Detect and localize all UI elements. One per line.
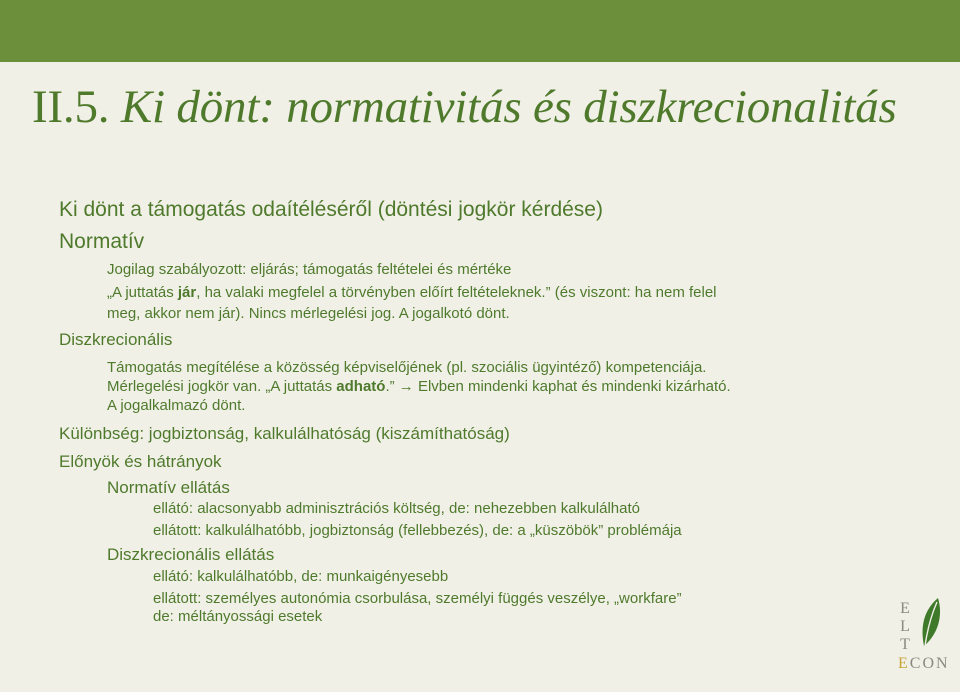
kulonbseg-line: Különbség: jogbiztonság, kalkulálhatóság (kiszámíthatóság)	[59, 424, 510, 443]
diszkr-ellatas-item-2: ellátott: személyes autonómia csorbulása, személyi függés veszélye, „workfare”	[153, 590, 682, 607]
question-line: Ki dönt a támogatás odaítéléséről (döntési jogkör kérdése)	[59, 198, 603, 221]
diszkr-item-2-bold: adható	[336, 378, 386, 395]
normativ-ellatas-heading: Normatív ellátás	[107, 478, 230, 497]
leaf-icon	[918, 596, 946, 654]
logo-letter-e: E	[900, 600, 910, 617]
diszkr-heading: Diszkrecionális	[59, 330, 173, 349]
logo-econ-e: E	[898, 655, 910, 672]
normativ-item-2-continuation: meg, akkor nem jár). Nincs mérlegelési jog. A jogalkotó dönt.	[107, 305, 510, 322]
normativ-item-1: Jogilag szabályozott: eljárás; támogatás feltételei és mértéke	[107, 261, 512, 278]
logo-letter-l: L	[900, 618, 910, 635]
diszkr-ellatas-heading: Diszkrecionális ellátás	[107, 545, 275, 564]
logo-econ-rest: CON	[909, 655, 950, 672]
logo-letter-t: T	[900, 636, 910, 653]
normativ-item-2	[107, 284, 717, 301]
logo-econ	[898, 655, 950, 673]
title-number: II.5.	[32, 81, 110, 133]
diszkr-ellatas-item-1: ellátó: kalkulálhatóbb, de: munkaigényesebb	[153, 568, 449, 585]
normativ-ellatas-item-2: ellátott: kalkulálhatóbb, jogbiztonság (fellebbezés), de: a „küszöbök” problémája	[153, 522, 682, 539]
normativ-item-2-c: , ha valaki megfelel a törvényben előírt feltételeknek.” (és viszont: ha nem felel	[196, 284, 717, 301]
normativ-item-2-bold: jár	[177, 284, 197, 301]
diszkr-item-2-a: Mérlegelési jogkör van. „A juttatás	[107, 378, 337, 395]
elonyok-heading: Előnyök és hátrányok	[59, 452, 222, 471]
header-strip	[0, 0, 960, 62]
normativ-heading: Normatív	[59, 230, 145, 253]
title-text: Ki dönt: normativitás és diszkrecionalitás	[120, 81, 897, 133]
normativ-ellatas-item-1: ellátó: alacsonyabb adminisztrációs költség, de: nehezebben kalkulálható	[153, 500, 640, 517]
diszkr-item-2	[107, 378, 731, 395]
diszkr-item-2-c: .” → Elvben mindenki kaphat és mindenki kizárható.	[385, 378, 731, 395]
diszkr-item-1: Támogatás megítélése a közösség képviselőjének (pl. szociális ügyintéző) kompetenciája.	[107, 359, 707, 376]
normativ-item-2-a: „A juttatás	[107, 284, 178, 301]
slide-title	[32, 80, 897, 134]
diszkr-item-3: A jogalkalmazó dönt.	[107, 397, 246, 414]
diszkr-ellatas-item-3: de: méltányossági esetek	[153, 608, 323, 625]
